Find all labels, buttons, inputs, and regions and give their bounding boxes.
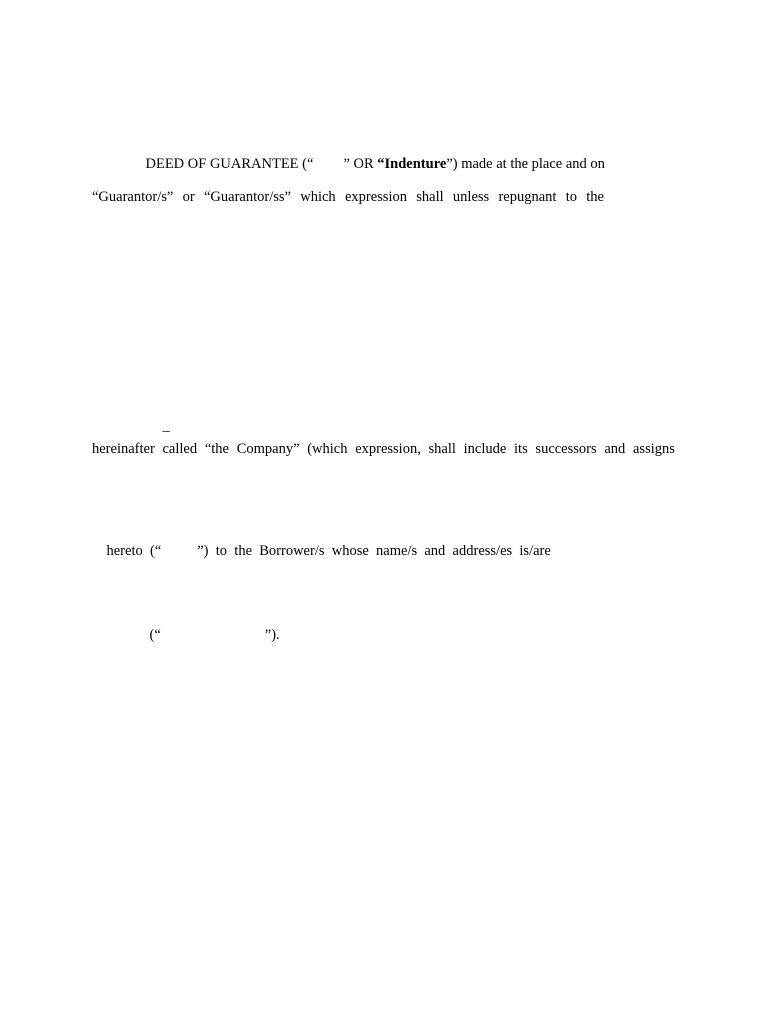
company-line-word: (which bbox=[307, 441, 348, 457]
company-line-word: and bbox=[604, 441, 626, 457]
indenture-term: “Indenture bbox=[377, 156, 447, 172]
company-line-word: successors bbox=[535, 441, 597, 457]
definition-close: ”). bbox=[264, 627, 280, 643]
company-line-word: expression, bbox=[355, 441, 421, 457]
borrower-line-rest: ”) to the Borrower/s whose name/s and address/es is/are bbox=[197, 543, 551, 559]
company-line-word: “the bbox=[204, 441, 229, 457]
deed-title-lead: DEED OF GUARANTEE (“ bbox=[145, 156, 314, 172]
guarantor-line-word: shall bbox=[416, 189, 444, 205]
dash-text: – bbox=[162, 423, 170, 439]
guarantor-line-word: which bbox=[300, 189, 336, 205]
close-quote-or: ” OR bbox=[343, 156, 378, 172]
company-line-word: assigns bbox=[632, 441, 675, 457]
guarantor-line-word: “Guarantor/s” bbox=[92, 189, 174, 205]
borrower-line-open: hereto (“ bbox=[106, 543, 162, 559]
guarantor-line-word: expression bbox=[344, 189, 407, 205]
company-line-word: its bbox=[514, 441, 528, 457]
guarantor-line-word: the bbox=[586, 189, 604, 205]
definition-open: (“ bbox=[149, 627, 161, 643]
guarantor-line-word: “Guarantor/ss” bbox=[203, 189, 291, 205]
company-line-word: called bbox=[162, 441, 198, 457]
guarantor-line-word: to bbox=[565, 189, 577, 205]
company-line-word: shall bbox=[428, 441, 456, 457]
deed-title-tail: ”) made at the place and on bbox=[446, 156, 605, 172]
company-line-word: include bbox=[463, 441, 507, 457]
company-line-word: Company” bbox=[236, 441, 300, 457]
guarantor-line-word: repugnant bbox=[498, 189, 557, 205]
company-line-word: hereinafter bbox=[92, 441, 155, 457]
guarantor-line-word: or bbox=[182, 189, 195, 205]
deed-title-line bbox=[131, 137, 605, 191]
borrower-line bbox=[92, 524, 551, 578]
company-line bbox=[92, 440, 675, 458]
borrower-definition-line bbox=[135, 608, 280, 662]
guarantor-line-word: unless bbox=[452, 189, 490, 205]
guarantor-line bbox=[92, 188, 604, 206]
